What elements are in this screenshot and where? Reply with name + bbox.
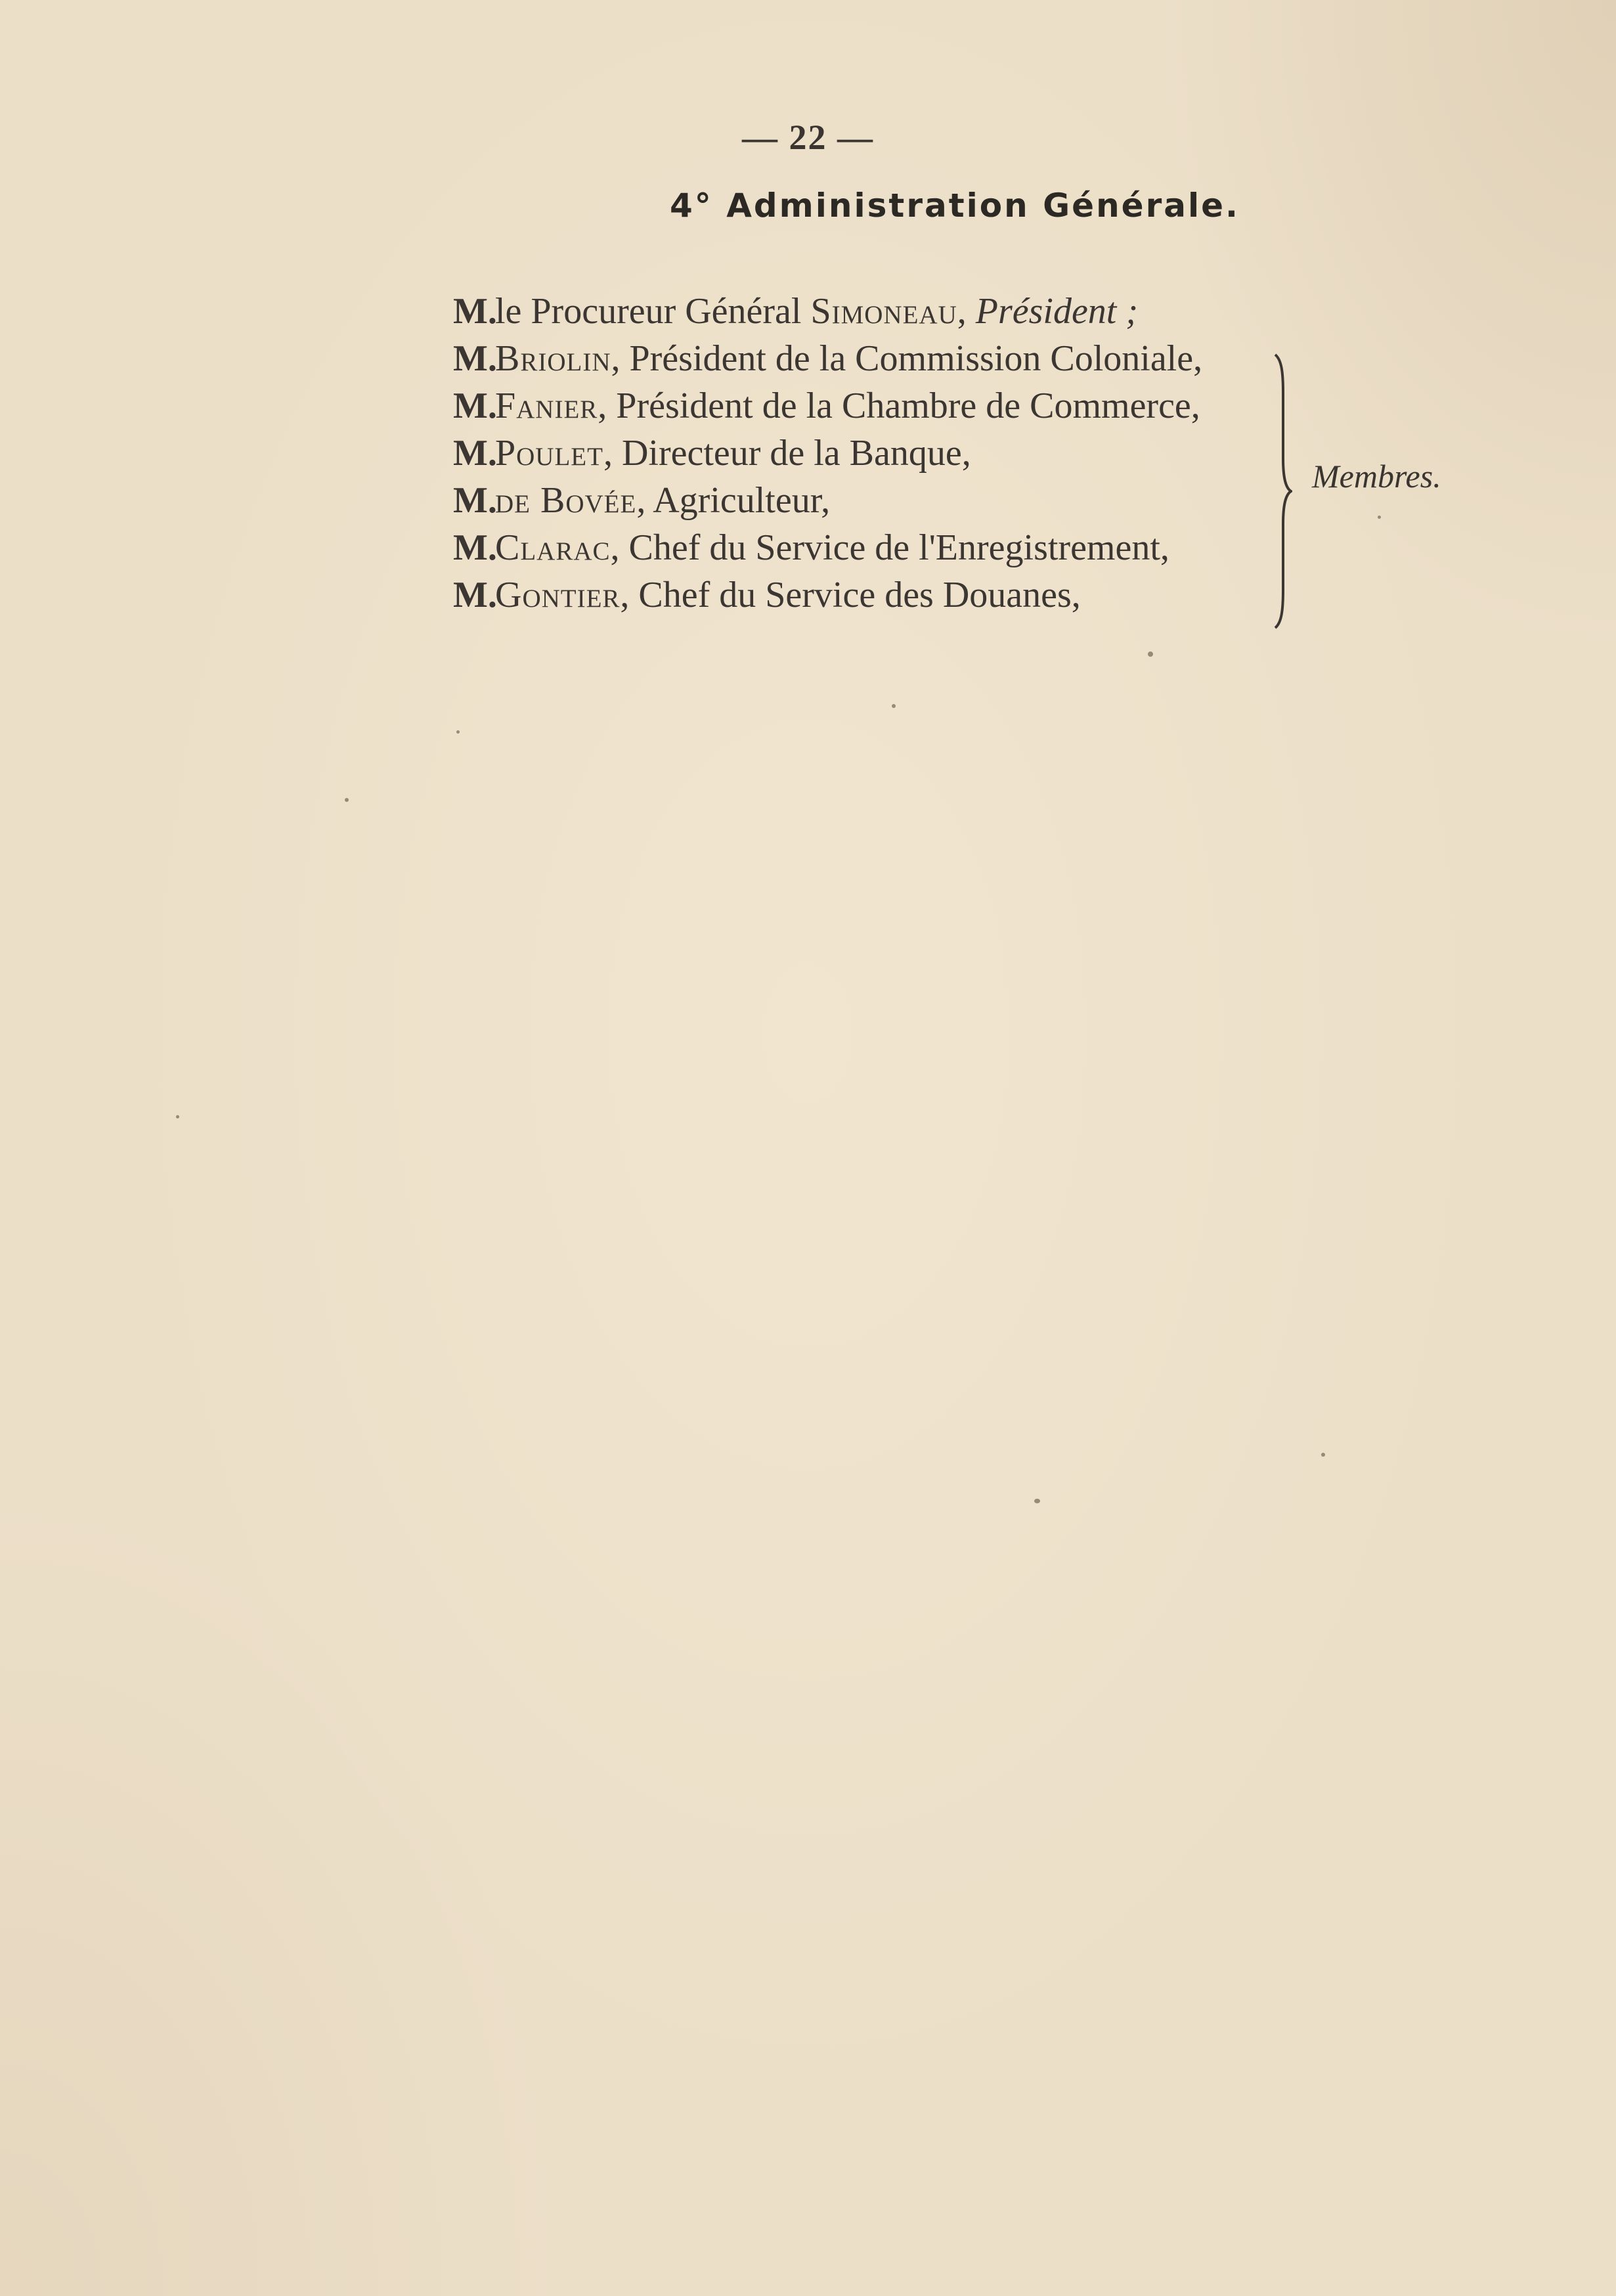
paper-speck — [892, 704, 896, 708]
member-name: Bovée — [540, 480, 637, 521]
member-name: Fanier — [495, 386, 598, 426]
member-role: , Agriculteur, — [636, 480, 831, 521]
member-prefix: M. — [453, 338, 497, 379]
members-list — [453, 288, 1320, 619]
member-prefix: M. — [453, 291, 497, 332]
member-prefix: M. — [453, 527, 497, 568]
member-prefix: M. — [453, 575, 497, 615]
member-role: , Président de la Chambre de Commerce, — [598, 386, 1200, 426]
paper-speck — [345, 798, 349, 802]
paper-speck — [176, 1115, 179, 1118]
member-name: Simoneau — [810, 291, 957, 332]
paper-speck — [1148, 651, 1153, 657]
member-role: , Chef du Service de l'Enregistrement, — [610, 527, 1169, 568]
list-item — [453, 571, 1320, 619]
page-number: — 22 — — [742, 118, 874, 157]
member-pre: le Procureur Général — [495, 291, 811, 332]
paper-speck — [1321, 1453, 1325, 1457]
member-role: , Directeur de la Banque, — [603, 433, 971, 474]
members-label: Membres. — [1312, 458, 1441, 495]
member-role: , — [957, 291, 976, 332]
paper-speck — [1378, 516, 1381, 519]
member-name: Clarac — [495, 527, 611, 568]
list-item — [453, 382, 1320, 430]
member-name: Briolin — [495, 338, 611, 379]
member-role: , Président de la Commission Coloniale, — [611, 338, 1203, 379]
list-item — [453, 335, 1320, 382]
paper-speck — [456, 730, 460, 734]
curly-brace-icon — [1273, 353, 1292, 629]
member-pre: de — [495, 480, 540, 521]
member-prefix: M. — [453, 386, 497, 426]
list-item — [453, 288, 1320, 335]
paper-speck — [1034, 1499, 1040, 1503]
list-item — [453, 524, 1320, 571]
section-title: 4° Administration Générale. — [670, 187, 1240, 225]
list-item — [453, 430, 1320, 477]
member-name: Poulet — [495, 433, 603, 474]
member-role: , Chef du Service des Douanes, — [620, 575, 1081, 615]
member-prefix: M. — [453, 433, 497, 474]
member-title: Président ; — [975, 291, 1139, 332]
member-prefix: M. — [453, 480, 497, 521]
list-item — [453, 477, 1320, 524]
member-name: Gontier — [495, 575, 621, 615]
